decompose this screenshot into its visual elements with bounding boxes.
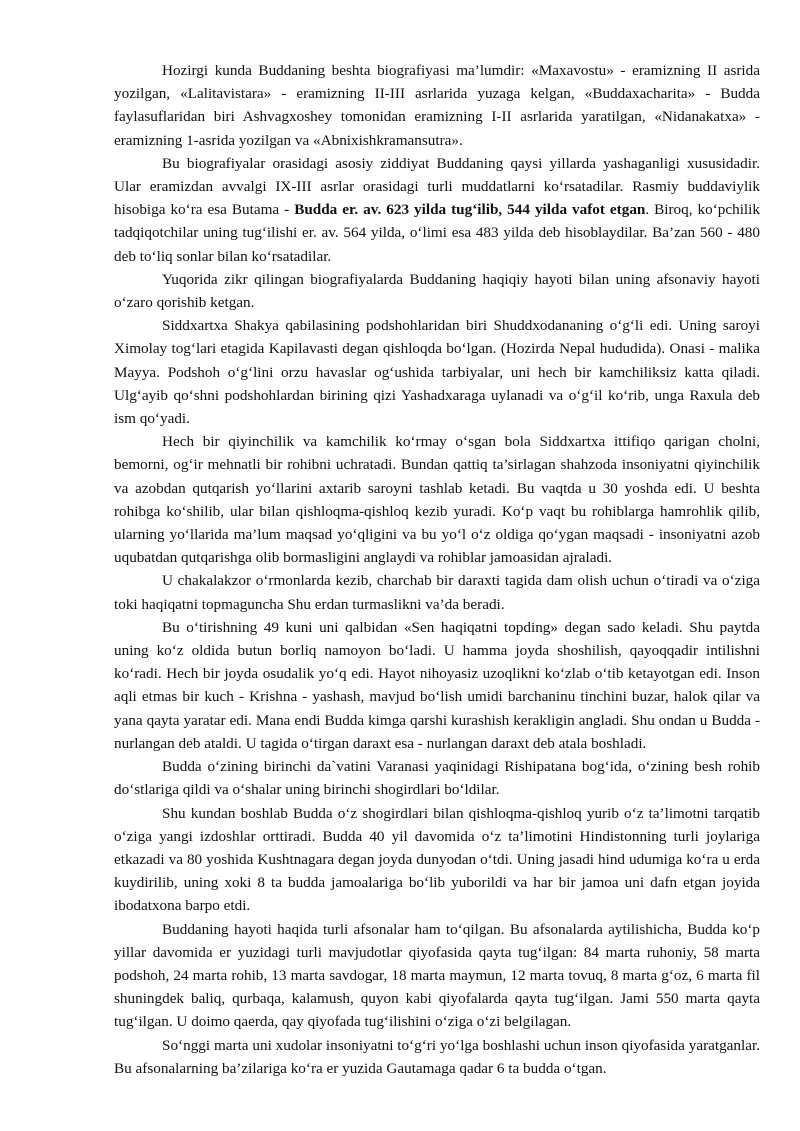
paragraph-meditation: U chakalakzor o‘rmonlarda kezib, charchab bir daraxti tagida dam olish uchun o‘tiradi va o‘ziga toki haqiqatni topmaguncha Shu erdan turmaslikni va’da beradi. (114, 572, 760, 613)
paragraph-rebirths: Buddaning hayoti haqida turli afsonalar ham to‘qilgan. Bu afsonalarda aytilishicha, Budda ko‘p yillar davomida er yuzidagi turli mavjudotlar qiyofasida qayta tug‘ilgan: 84 marta ruhoniy, 58 marta podshoh, 24 marta rohib, 13 marta savdogar, 18 marta maymun, 12 marta tovuq, 8 marta g‘oz, 6 marta fil shuningdek baliq, qurbaqa, kalamush, quyon kabi qiyofalarda qayta tug‘ilgan. Jami 550 marta qayta tug‘ilgan. U doimo qaerda, qay qiyofada tug‘ilishini o‘ziga o‘zi belgilagan. (114, 920, 760, 1031)
paragraph-first-sermon: Budda o‘zining birinchi da`vatini Varanasi yaqinidagi Rishipatana bog‘ida, o‘zining besh rohib do‘stlariga qildi va o‘shalar uning birinchi shogirdlari bo‘ldilar. (114, 758, 760, 799)
paragraph-departure: Hech bir qiyinchilik va kamchilik ko‘rmay o‘sgan bola Siddxartxa ittifiqo qarigan cholni, bemorni, og‘ir mehnatli bir rohibni uchratadi. Bundan qattiq ta’sirlagan shahzoda insoniyatni qiyinchilik va azobdan qutqarish yo‘llarini axtarib saroyni tashlab ketadi. Bu vaqtda u 30 yoshda edi. U beshta rohibga ko‘shilib, ular bilan qishloqma-qishloq kezib yuradi. Ko‘p vaqt bu rohiblarga hamrohlik qilib, ularning yo‘llarida ma’lum maqsad yo‘qligini va bu yo‘l o‘z oldiga qo‘ygan maqsadi - insoniyatni azob uqubatdan qutqarishga olib bormasligini anglaydi va rohiblar jamoasidan ajraladi. (114, 433, 760, 567)
paragraph-last-birth: So‘nggi marta uni xudolar insoniyatni to‘g‘ri yo‘lga boshlashi uchun inson qiyofasida yaratganlar. Bu afsonalarning ba’zilariga ko‘ra er yuzida Gautamaga qadar 6 ta budda o‘tgan. (114, 1036, 760, 1077)
paragraph-dates-before: Bu biografiyalar orasidagi asosiy ziddiyat Buddaning qaysi yillarda yashaganligi xususidadir. Ular eramizdan avvalgi IX-III asrlar orasidagi turli muddatlarni ko‘rsatadilar. Rasmiy buddaviylik hisobiga ko‘ra esa Butama - (114, 154, 760, 219)
paragraph-biographies: Hozirgi kunda Buddaning beshta biografiyasi ma’lumdir: «Maxavostu» - eramizning II asrida yozilgan, «Lalitavistara» - eramizning II-III asrlarida yuzaga kelgan, «Buddaxacharita» - Budda faylasuflaridan biri Ashvagxoshey tomonidan eramizning I-II asrlarida yaratilgan, «Nidanakatxa» - eramizning 1-asrida yozilgan va «Abnixishkramansutra». (114, 62, 760, 149)
paragraph-origin: Siddxartxa Shakya qabilasining podshohlaridan biri Shuddxodananing o‘g‘li edi. Uning saroyi Ximolay tog‘lari etagida Kapilavasti degan qishloqda bo‘lgan. (Hozirda Nepal hududida). Onasi - malika Mayya. Podshoh o‘g‘lini orzu havaslar og‘ushida tarbiyalar, uni hech bir kamchiliksiz katta qiladi. Ulg‘ayib qo‘shni podshohlardan birining qizi Yashadxaraga uylanadi va o‘g‘il ko‘rib, unga Raxula deb ism qo‘yadi. (114, 317, 760, 428)
paragraph-dates-after: . Biroq, ko‘pchilik tadqiqotchilar uning tug‘ilishi er. av. 564 yilda, o‘limi esa 483 yilda deb hisoblaydilar. Ba’zan 560 - 480 deb to‘liq sonlar bilan ko‘rsatadilar. (114, 201, 760, 265)
paragraph-enlightenment: Bu o‘tirishning 49 kuni uni qalbidan «Sen haqiqatni topding» degan sado keladi. Shu paytda uning ko‘z oldida butun borliq namoyon bo‘ladi. U hamma joyda shoshilish, qayoqqadir intilishni ko‘radi. Hech bir joyda osudalik yo‘q edi. Hayot nihoyasiz uzoqlikni ko‘zlab o‘tib ketayotgan edi. Inson aqli etmas bir kuch - Krishna - yashash, mavjud bo‘lish umidi barchaninu tinchini buzar, halok qilar va yana qayta yaratar edi. Mana endi Budda kimga qarshi kurashish kerakligin angladi. Shu ondan u Budda - nurlangan deb ataldi. U tagida o‘tirgan daraxt esa - nurlangan daraxt deb atala boshladi. (114, 618, 760, 752)
paragraph-dates-bold: Budda er. av. 623 yilda tug‘ilib, 544 yilda vafot etgan (294, 201, 646, 219)
paragraph-dates (114, 152, 760, 268)
paragraph-legend-mix: Yuqorida zikr qilingan biografiyalarda Buddaning haqiqiy hayoti bilan uning afsonaviy hayoti o‘zaro qorishib ketgan. (114, 270, 760, 312)
paragraph-teaching: Shu kundan boshlab Budda o‘z shogirdlari bilan qishloqma-qishloq yurib o‘z ta’limotni tarqatib o‘ziga yangi izdoshlar orttiradi. Budda 40 yil davomida o‘z ta’limotini Hindistonning turli joylariga etkazadi va 80 yoshida Kushtnagara degan joyda dunyodan o‘tdi. Uning jasadi hind udumiga ko‘ra u erda kuydirilib, uning xoki 8 ta budda jamoalariga bo‘lib yuborildi va har bir jamoa uni dafn etgan joyida ibodatxona barpo etdi. (114, 804, 760, 915)
